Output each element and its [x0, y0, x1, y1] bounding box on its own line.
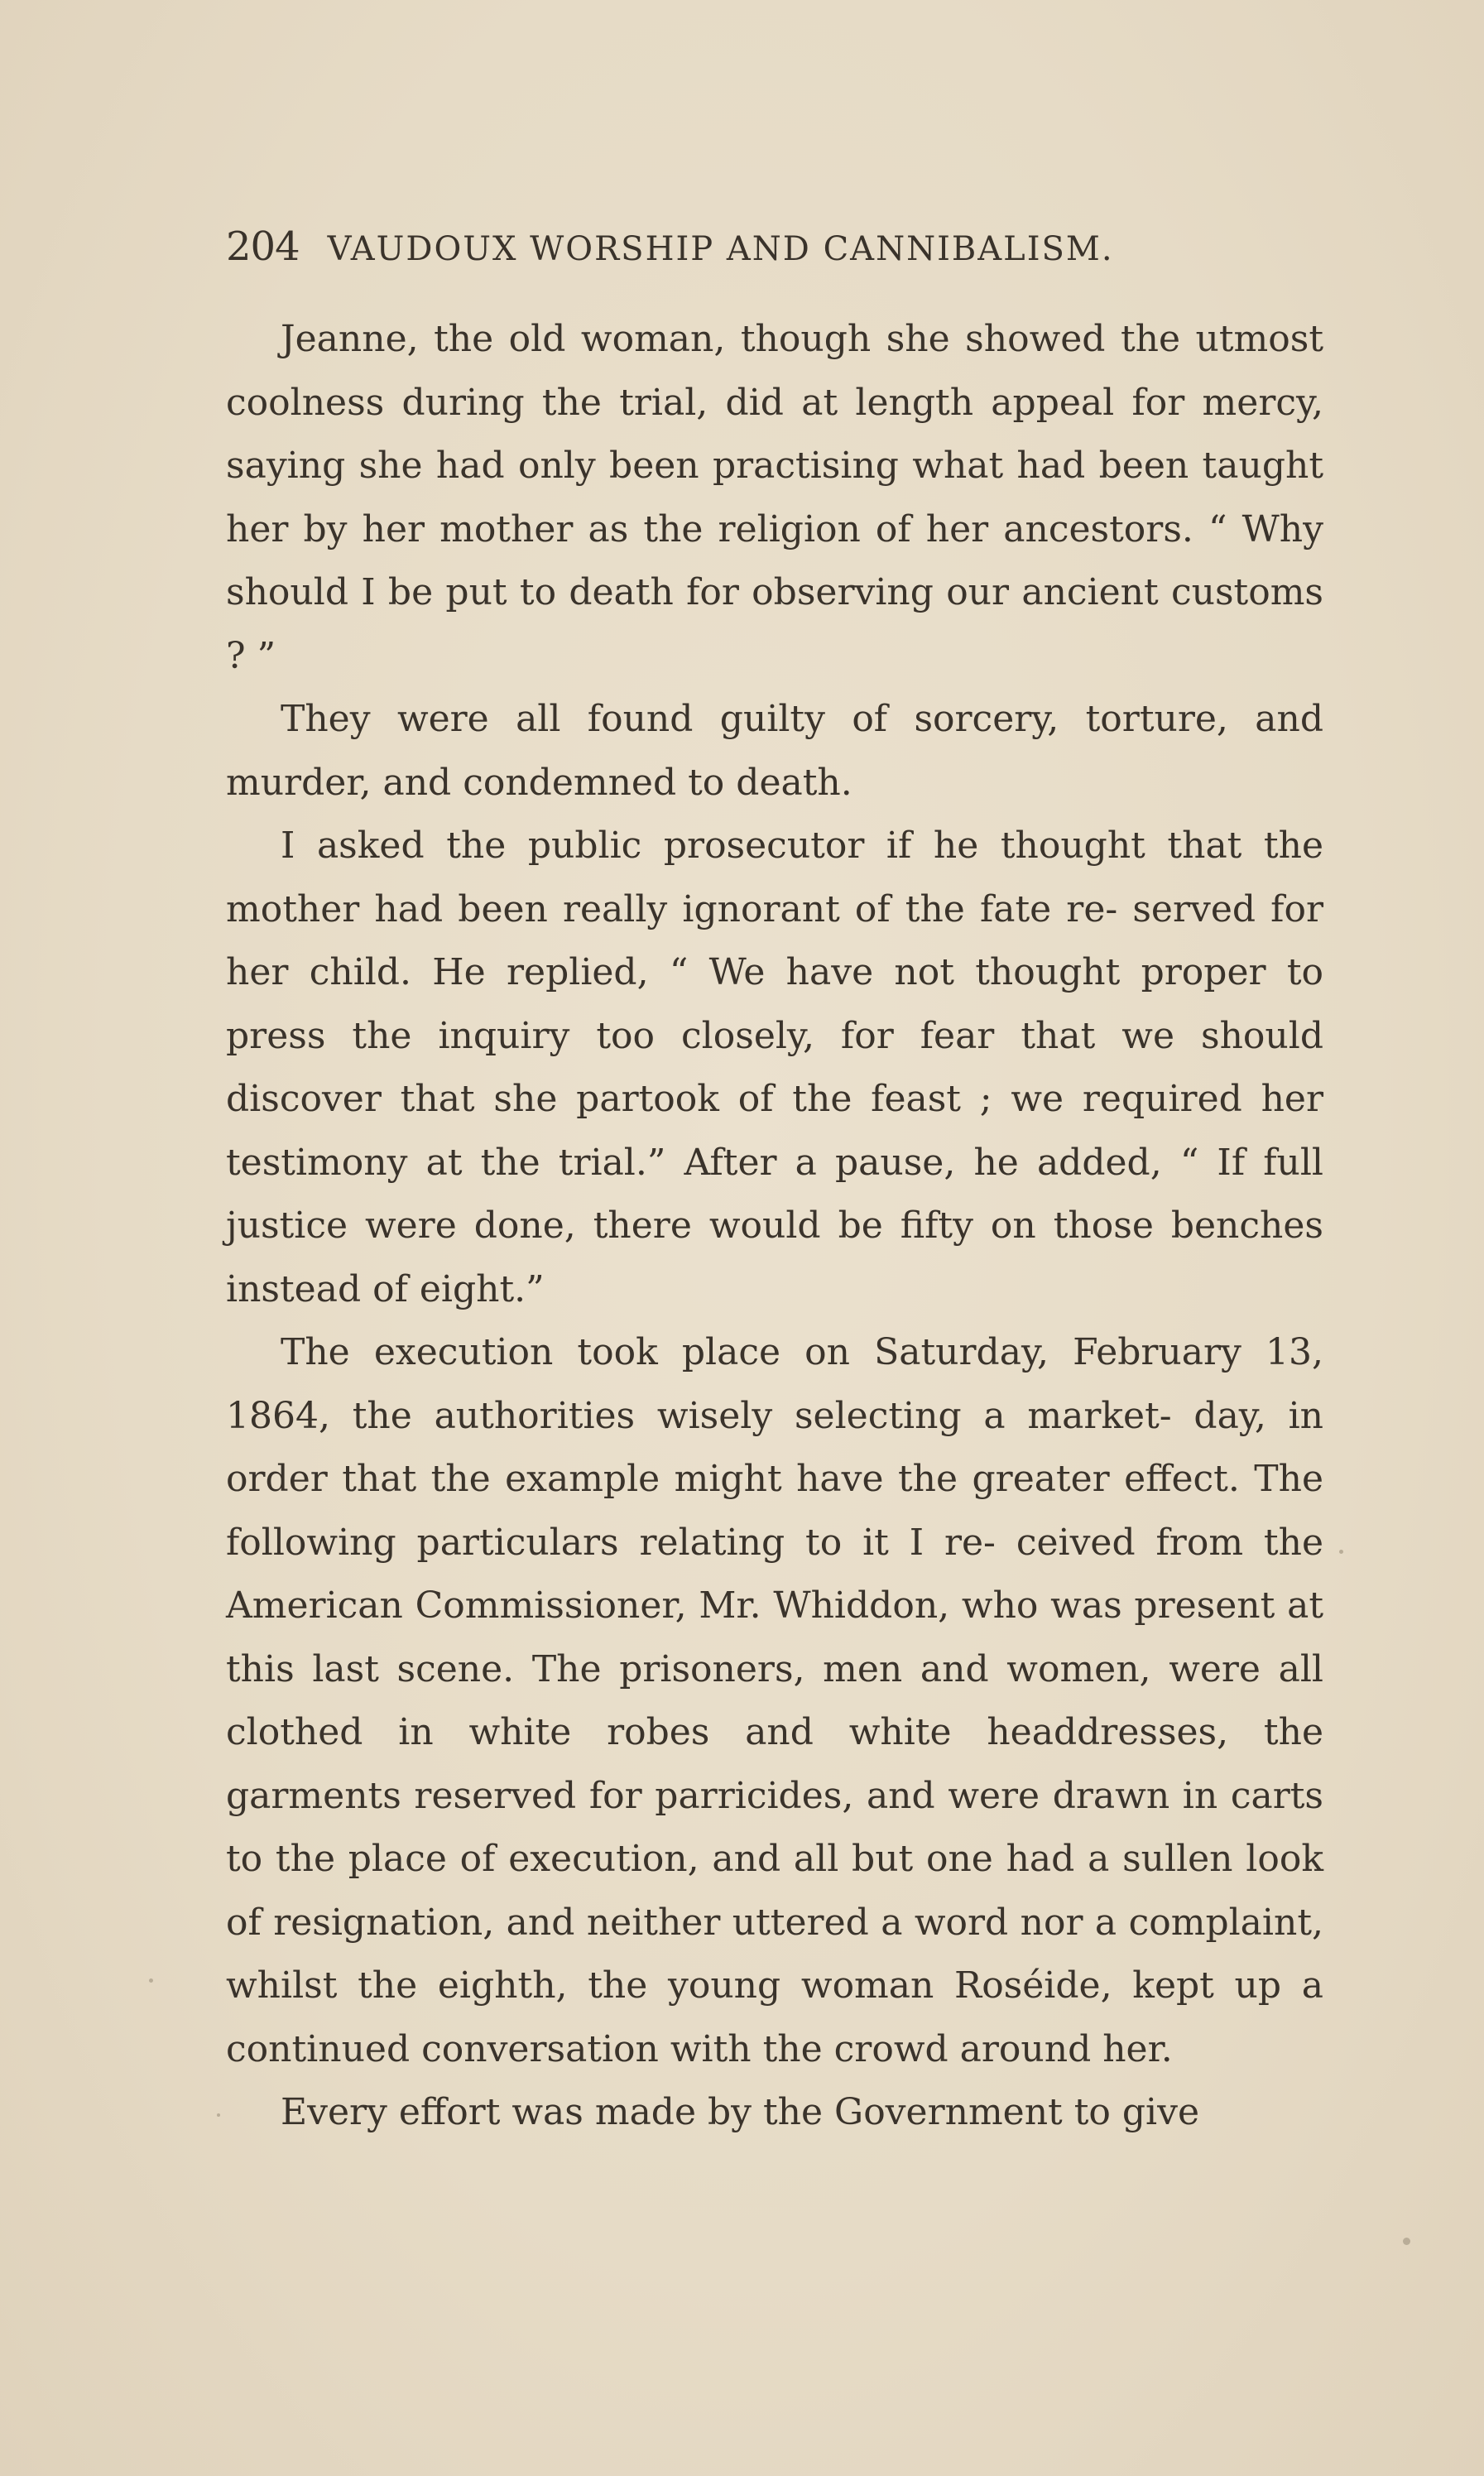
running-title: VAUDOUX WORSHIP AND CANNIBALISM. — [327, 230, 1114, 268]
paper-speck — [1339, 1550, 1343, 1554]
paragraph: I asked the public prosecutor if he thought that the mother had been really ignorant of the fate re- served for her child. He replied, “ We have not thought proper to press the inquiry too closely, for fear that we should discover that she partook of the feast ; we required her testimony at the trial.” After a pause, he added, “ If full justice were done, there would be fifty on those benches instead of eight.” — [226, 825, 1323, 1310]
page-number: 204 — [226, 224, 300, 270]
paragraph: They were all found guilty of sorcery, torture, and murder, and condemned to death. — [226, 698, 1323, 804]
running-head — [226, 224, 1323, 298]
paper-speck — [1403, 2238, 1410, 2245]
paragraph: The execution took place on Saturday, February 13, 1864, the authorities wisely selecting a market- day, in order that the example might have the greater effect. The following particulars relating to it I re- ceived from the American Commissioner, Mr. Whiddon, who was present at this last scene. The prisoners, men and women, were all clothed in white robes and white headdresses, the garments reserved for parricides, and were drawn in carts to the place of execution, and all but one had a sullen look of resignation, and neither uttered a word nor a complaint, whilst the eighth, the young woman Roséide, kept up a continued conversation with the crowd around her. — [226, 1331, 1323, 2070]
paragraph: Every effort was made by the Government to give — [281, 2091, 1200, 2133]
paper-speck — [217, 2113, 220, 2117]
paper-speck — [149, 1978, 153, 1983]
paragraph: Jeanne, the old woman, though she showed the utmost coolness during the trial, did at length appeal for mercy, saying she had only been practising what had been taught her by her mother as the religion of her ancestors. “ Why should I be put to death for observing our ancient customs ? ” — [226, 318, 1323, 677]
page-text — [226, 224, 1323, 2145]
